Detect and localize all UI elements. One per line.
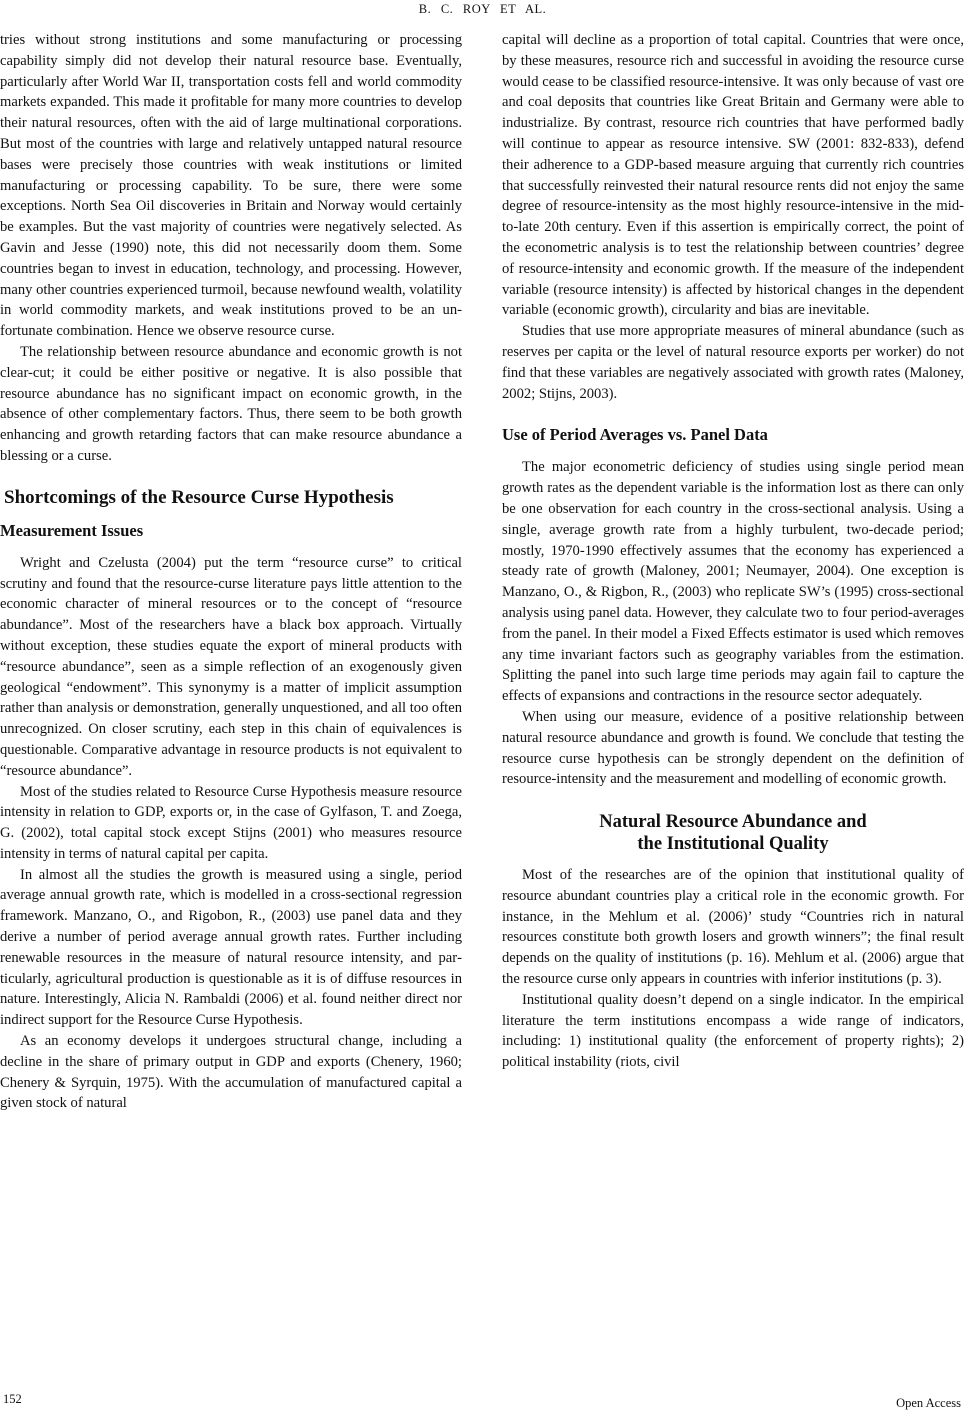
paragraph: As an economy develops it undergoes structural change, including a decline in the share of primary output in GDP and exports (Chenery, 1960; Chenery & Syrquin, 1975). With the accumulation of manufactured capital a given stock of natural xyxy=(0,1033,462,1112)
paragraph: capital will decline as a proportion of total capital. Countries that were once, by these measures, resource rich and successful in avoiding the resource curse would cease to be classified resource-intensive. It was only because of vast ore and coal deposits that countries like Great Britain and Germany were able to industrialize. By contrast, resource rich countries that have performed badly will continue to appear as resource intensive. SW (2001: 832-833), defend their adherence to a GDP-based measure arguing that currently rich countries that successfully reinvested their natural resource rents did not enjoy the same degree of resource-intensity as the most highly resource-intensive in the mid-to-late 20th century. Even if this assertion is empirically correct, the point of the econometric analysis is to test the relationship between countries’ degree of resource-intensity and economic growth. If the measure of the independent variable (resource intensity) is affected by historical changes in the dependent variable (economic growth), circularity and bias are inevitable. xyxy=(502,32,964,319)
page-number: 152 xyxy=(3,1392,22,1406)
paragraph: Most of the researches are of the opinion that institutional quality of resource abundant countries play a critical role in the economic growth. For instance, in the Mehlum et al. (2006)’ study “Countries rich in natural resources constitute both growth losers and growth winners”; the final result depends on the quality of institutions (p. 16). Mehlum et al. (2006) argue that the resource curse only appears in countries with inferior institutions (p. 3). xyxy=(502,867,964,988)
paragraph: The relationship between resource abundance and economic growth is not clear-cut; it could be either positive or negative. It is also possible that resource abundance has no significant impact on economic growth, in the absence of other complementary factors. Thus, there seem to be both growth enhancing and growth retarding factors that can make resource abundance a blessing or a curse. xyxy=(0,343,462,464)
right-column xyxy=(502,30,964,1073)
paragraph: Studies that use more appropriate measures of mineral abundance (such as reserves per capita or the level of natural resource exports per worker) do not find that these variables are negatively associated with growth rates (Maloney, 2002; Stijns, 2003). xyxy=(502,323,964,402)
section-heading-line: Natural Resource Abundance and xyxy=(599,812,867,833)
section-heading-line: the Institutional Quality xyxy=(637,834,829,855)
paragraph: Most of the studies related to Resource Curse Hypothesis measure resource intensity in relation to GDP, exports or, in the case of Gylfason, T. and Zoega, G. (2002), total capital stock except Stijns (2001) who measures resource intensity in terms of natural capital per capita. xyxy=(0,783,462,862)
section-heading: Shortcomings of the Resource Curse Hypothesis xyxy=(4,486,394,508)
section-heading xyxy=(502,811,964,855)
running-head: B. C. ROY ET AL. xyxy=(418,2,547,16)
paragraph: Wright and Czelusta (2004) put the term “resource curse” to critical scrutiny and found that the resource-curse literature pays little attention to the economic character of mineral resources or to the concept of “resource abundance”. Most of the researchers have a black box approach. Virtually without exception, these studies equate the export of mineral products with “resource abundance”, seen as a simple reflection of an exogenously given geological “endowment”. This synonymy is a matter of implicit assumption rather than analysis or demonstration, generally unquestioned, and all too often unrecognized. On closer scrutiny, each step in this chain of equivalences is questionable. Comparative advantage in resource products is not equivalent to “resource abundance”. xyxy=(0,554,463,779)
paragraph: tries without strong institutions and some manufacturing or processing capability simply did not develop their natural resource base. Eventually, particularly after World War II, transportation costs fell and world commodity markets expanded. This made it profitable for many more countries to develop their natural resources, often with the aid of large multinational corporations. But most of the countries with large and relatively untapped natural resource bases were precisely those countries with weak institutions or limited manufacturing or processing capability. To be sure, there were some exceptions. North Sea Oil discoveries in Britain and Norway would certainly be examples. But the vast majority of countries were negatively selected. As Gavin and Jesse (1990) note, this did not necessarily doom them. Some countries began to invest in education, technology, and processing. However, many other countries experienced turmoil, because newfound wealth, volatility in world commodity markets, and weak institutions proved to be an unfortunate combination. Hence we observe resource curse. xyxy=(0,32,462,340)
paragraph: In almost all the studies the growth is measured using a single, period average annual growth rate, which is modelled in a cross-sectional regression framework. Manzano, O., and Rigobon, R., (2003) use panel data and they derive a number of period average annual growth rates. Further including renewable resources in the measure of natural resource intensity, and particularly, agricultural production is questionable as it is of diffuse resources in nature. Interestingly, Alicia N. Rambaldi (2006) et al. found neither direct nor indirect support for the Resource Curse Hypothesis. xyxy=(0,866,462,1029)
publisher-label: Open Access xyxy=(896,1396,961,1410)
left-column xyxy=(0,30,462,1114)
paragraph: The major econometric deficiency of studies using single period mean growth rates as the dependent variable is the information lost as there can only be one observation for each country in the cross-sectional analysis. Using a single, average growth rate from a highly turbulent, two-decade period; mostly, 1970-1990 effectively assumes that the economy has experienced a steady rate of growth (Maloney, 2001; Neumayer, 2004). One exception is Manzano, O., & Rigbon, R., (2003) who replicate SW’s (1995) cross-sectional analysis using panel data. However, they calculate two to four period-averages from the panel. In their model a Fixed Effects estimator is used which removes any time invariant factors such as geography variables from the estimation. Splitting the panel into such large time periods may again fail to capture the effects of expansions and contractions in the resource sector adequately. xyxy=(502,459,964,705)
paragraph: Institutional quality doesn’t depend on a single indicator. In the empirical literature the term institutions encompass a wide range of indicators, including: 1) institutional quality (the enforcement of property rights); 2) political instability (riots, civil xyxy=(502,991,964,1071)
subsection-heading: Measurement Issues xyxy=(0,520,144,540)
subsection-heading: Use of Period Averages vs. Panel Data xyxy=(502,425,768,445)
paragraph: When using our measure, evidence of a positive relationship between natural resource abundance and growth is found. We conclude that testing the resource curse hypothesis can be strongly dependent on the definition of resource-intensity and the measurement and modelling of economic growth. xyxy=(502,708,964,788)
